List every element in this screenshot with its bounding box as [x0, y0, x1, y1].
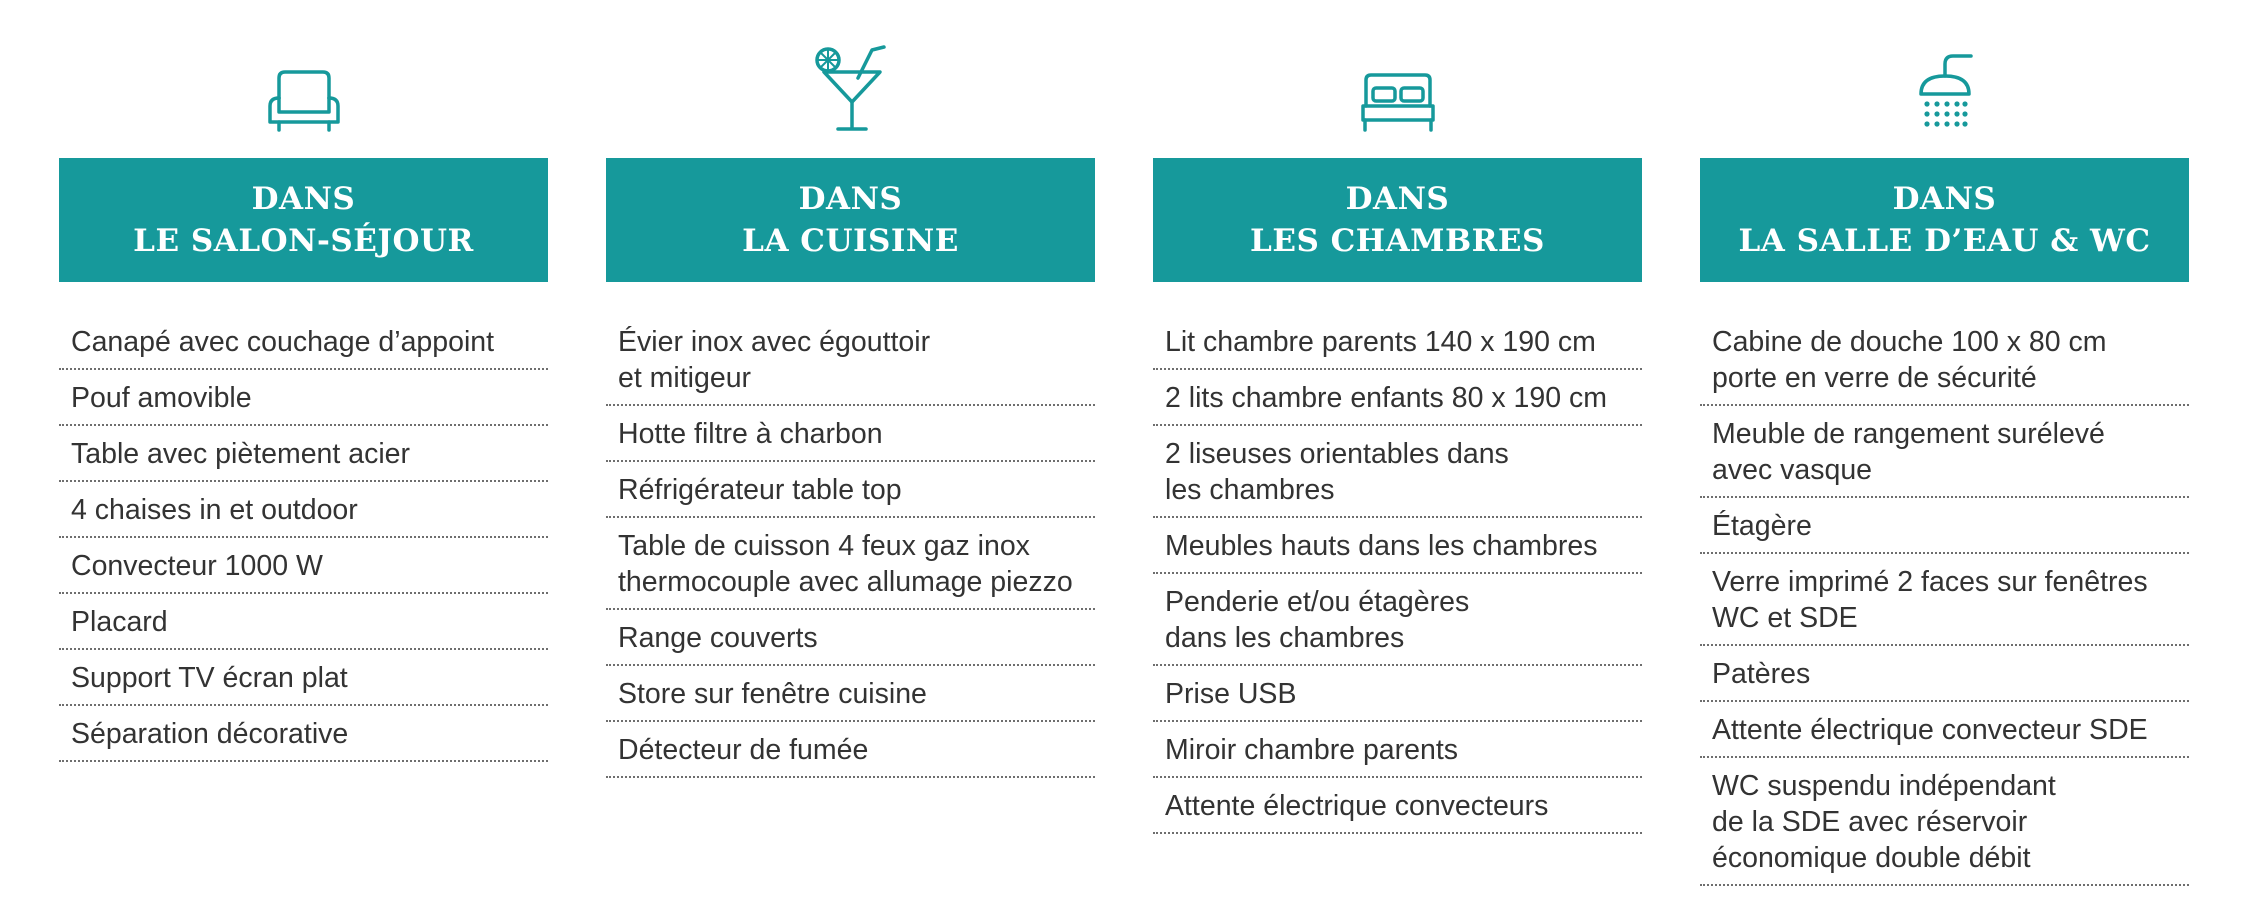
- list-item: Lit chambre parents 140 x 190 cm: [1153, 320, 1642, 370]
- header-line-1: DANS: [1892, 181, 1997, 217]
- list-item: Range couverts: [606, 610, 1095, 666]
- list-item: Attente électrique convecteurs: [1153, 778, 1642, 834]
- list-item: Hotte filtre à charbon: [606, 406, 1095, 462]
- list-item: Convecteur 1000 W: [59, 538, 548, 594]
- item-list: [59, 320, 548, 762]
- column-header: [606, 158, 1095, 282]
- column-header: [59, 158, 548, 282]
- list-item: Attente électrique convecteur SDE: [1700, 702, 2189, 758]
- list-item: Meuble de rangement surélevé avec vasque: [1700, 406, 2189, 498]
- shower-icon: [1915, 52, 1975, 134]
- shower-icon-wrap: [1700, 42, 2189, 134]
- list-item: 2 liseuses orientables dans les chambres: [1153, 426, 1642, 518]
- list-item: Miroir chambre parents: [1153, 722, 1642, 778]
- list-item: Étagère: [1700, 498, 2189, 554]
- list-item: WC suspendu indépendant de la SDE avec réservoir économique double débit: [1700, 758, 2189, 886]
- header-line-2: LA SALLE D’EAU & WC: [1738, 223, 2151, 259]
- list-item: Penderie et/ou étagères dans les chambres: [1153, 574, 1642, 666]
- cocktail-icon: [814, 42, 888, 134]
- column-header: [1700, 158, 2189, 282]
- column-header: [1153, 158, 1642, 282]
- list-item: Table avec piètement acier: [59, 426, 548, 482]
- list-item: Patères: [1700, 646, 2189, 702]
- header-line-2: LA CUISINE: [742, 223, 959, 259]
- list-item: Support TV écran plat: [59, 650, 548, 706]
- header-line-1: DANS: [798, 181, 903, 217]
- armchair-icon: [267, 68, 341, 134]
- item-list: [606, 320, 1095, 778]
- list-item: 4 chaises in et outdoor: [59, 482, 548, 538]
- bed-icon-wrap: [1153, 42, 1642, 134]
- bed-icon: [1360, 72, 1436, 134]
- header-line-1: DANS: [251, 181, 356, 217]
- header-line-2: LES CHAMBRES: [1250, 223, 1545, 259]
- list-item: Évier inox avec égouttoir et mitigeur: [606, 320, 1095, 406]
- list-item: Verre imprimé 2 faces sur fenêtres WC et SDE: [1700, 554, 2189, 646]
- header-line-1: DANS: [1345, 181, 1450, 217]
- list-item: Canapé avec couchage d’appoint: [59, 320, 548, 370]
- list-item: 2 lits chambre enfants 80 x 190 cm: [1153, 370, 1642, 426]
- list-item: Pouf amovible: [59, 370, 548, 426]
- list-item: Détecteur de fumée: [606, 722, 1095, 778]
- list-item: Meubles hauts dans les chambres: [1153, 518, 1642, 574]
- list-item: Séparation décorative: [59, 706, 548, 762]
- cocktail-icon-wrap: [606, 42, 1095, 134]
- item-list: [1153, 320, 1642, 834]
- list-item: Table de cuisson 4 feux gaz inox thermocouple avec allumage piezzo: [606, 518, 1095, 610]
- list-item: Prise USB: [1153, 666, 1642, 722]
- list-item: Cabine de douche 100 x 80 cm porte en verre de sécurité: [1700, 320, 2189, 406]
- list-item: Réfrigérateur table top: [606, 462, 1095, 518]
- equipment-columns: [59, 0, 2189, 909]
- list-item: Placard: [59, 594, 548, 650]
- header-line-2: LE SALON-SÉJOUR: [133, 223, 474, 259]
- list-item: Store sur fenêtre cuisine: [606, 666, 1095, 722]
- item-list: [1700, 320, 2189, 886]
- armchair-icon-wrap: [59, 42, 548, 134]
